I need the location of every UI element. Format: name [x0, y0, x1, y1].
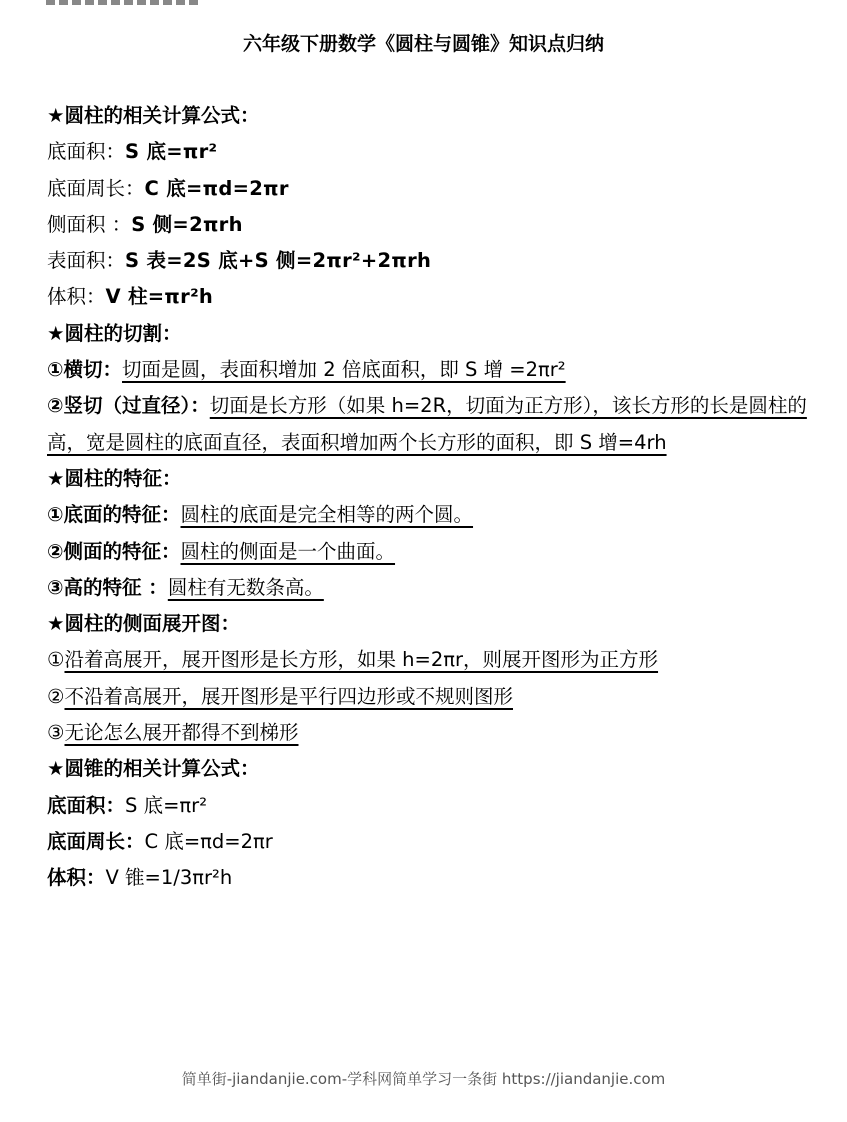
cylinder-base-perimeter-label: 底面周长： [47, 176, 145, 200]
feature-item-lateral-label: ②侧面的特征： [47, 539, 181, 563]
section-heading-cylinder-cutting: ★圆柱的切割： [47, 321, 182, 345]
unfold-item-1 [47, 642, 807, 678]
unfold-item-2-text: 不沿着高展开，展开图形是平行四边形或不规则图形 [64, 684, 513, 708]
section-heading-cone-formulas: ★圆锥的相关计算公式： [47, 757, 260, 781]
unfold-item-1-text: 沿着高展开，展开图形是长方形，如果 h=2πr，则展开图形为正方形 [64, 648, 659, 672]
feature-item-lateral [47, 534, 807, 570]
cylinder-base-area-label: 底面积： [47, 140, 126, 164]
cylinder-base-perimeter-line [47, 171, 807, 207]
cutting-item-vertical-label: ②竖切（过直径）： [47, 394, 210, 418]
cutting-item-horizontal [47, 352, 807, 388]
feature-item-base [47, 497, 807, 533]
cylinder-surface-area-line [47, 243, 807, 279]
cone-base-perimeter-line [47, 824, 807, 860]
cone-base-area-formula: S 底=πr² [125, 793, 208, 817]
document-body [47, 98, 807, 897]
cone-volume-formula: V 锥=1/3πr²h [105, 866, 233, 890]
unfold-item-2-number: ② [47, 684, 65, 708]
page-title: 六年级下册数学《圆柱与圆锥》知识点归纳 [242, 33, 604, 55]
cutting-item-vertical [47, 388, 807, 461]
cylinder-base-area-formula: S 底=πr² [125, 140, 218, 164]
cylinder-lateral-area-label: 侧面积 ： [47, 212, 132, 236]
cutting-item-horizontal-label: ①横切： [47, 358, 123, 382]
section-heading-cylinder-features: ★圆柱的特征： [47, 466, 182, 490]
cylinder-base-perimeter-formula: C 底=πd=2πr [144, 176, 289, 200]
cylinder-volume-line [47, 279, 807, 315]
cylinder-lateral-area-line [47, 207, 807, 243]
unfold-item-1-number: ① [47, 648, 65, 672]
cylinder-volume-label: 体积： [47, 285, 106, 309]
top-cropped-text [46, 0, 201, 5]
page-footer-watermark: 简单街-jiandanjie.com-学科网简单学习一条街 https://jiandanjie.com [181, 1070, 666, 1088]
cone-base-area-label: 底面积： [47, 793, 126, 817]
unfold-item-3-number: ③ [47, 721, 65, 745]
cone-volume-line [47, 860, 807, 896]
unfold-item-3-text: 无论怎么展开都得不到梯形 [64, 721, 299, 745]
unfold-item-3 [47, 715, 807, 751]
cylinder-surface-area-formula: S 表=2S 底+S 侧=2πr²+2πrh [125, 249, 432, 273]
feature-item-lateral-text: 圆柱的侧面是一个曲面。 [180, 539, 396, 563]
feature-item-base-label: ①底面的特征： [47, 503, 181, 527]
cylinder-volume-formula: V 柱=πr²h [105, 285, 214, 309]
cone-base-area-line [47, 788, 807, 824]
section-heading-lateral-unfold: ★圆柱的侧面展开图： [47, 612, 240, 636]
cutting-item-vertical-text: 切面是长方形（如果 h=2R，切面为正方形），该长方形的长是圆柱的高，宽是圆柱的底面直径，表面积增加两个长方形的面积，即 S 增=4rh [47, 394, 807, 454]
cone-base-perimeter-formula: C 底=πd=2πr [144, 829, 273, 853]
cylinder-lateral-area-formula: S 侧=2πrh [131, 212, 243, 236]
cone-volume-label: 体积： [47, 866, 106, 890]
cone-base-perimeter-label: 底面周长： [47, 829, 145, 853]
feature-item-height-label: ③高的特征 ： [47, 575, 168, 599]
cylinder-base-area-line [47, 134, 807, 170]
feature-item-base-text: 圆柱的底面是完全相等的两个圆。 [180, 503, 474, 527]
cutting-item-horizontal-text: 切面是圆，表面积增加 2 倍底面积，即 S 增 =2πr² [122, 358, 566, 382]
section-heading-cylinder-formulas: ★圆柱的相关计算公式： [47, 104, 260, 127]
cylinder-surface-area-label: 表面积： [47, 249, 126, 273]
feature-item-height-text: 圆柱有无数条高。 [167, 575, 324, 599]
feature-item-height [47, 570, 807, 606]
unfold-item-2 [47, 679, 807, 715]
